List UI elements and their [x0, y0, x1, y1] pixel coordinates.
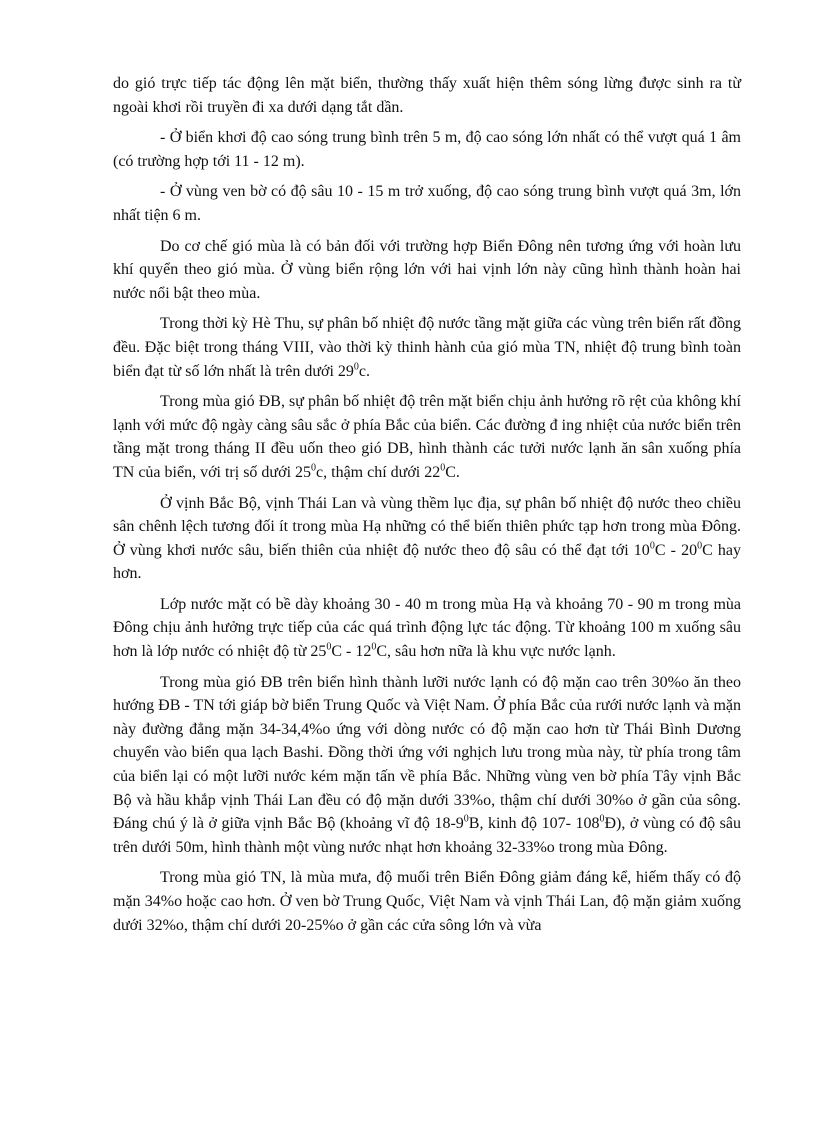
paragraph-coastal-waves: - Ở vùng ven bờ có độ sâu 10 - 15 m trở xuống, độ cao sóng trung bình vượt quá 3m, lớn nhất tiện 6 m.	[113, 183, 741, 224]
paragraph-ne-monsoon-temperature: Trong mùa gió ĐB, sự phân bố nhiệt độ trên mặt biển chịu ảnh hưởng rõ rệt của không khí lạnh với mức độ ngày càng sâu sắc ở phía Bắc của biển. Các đường đ ing nhiệt của nước biển trên tầng mặt trong tháng II đều uốn theo gió DB, hình thành các tưởi nước lạnh ăn sân xuống phía TN của biển, với trị số dưới $25^0c$, thậm chí dưới $22^0C$.	[113, 393, 741, 481]
paragraph-gulf-depth-temperature: Ở vịnh Bắc Bộ, vịnh Thái Lan và vùng thềm lục địa, sự phân bố nhiệt độ nước theo chiều sân chênh lệch tương đối ít trong mùa Hạ những có thể biến thiên phức tạp hơn trong mùa Đông. Ở vùng khơi nước sâu, biến thiên của nhiệt độ nước theo độ sâu có thể đạt tới $10^0C - 20^0C$ hay hơn.	[113, 494, 742, 583]
document-page	[113, 72, 741, 944]
paragraph-wave-intro: do gió trực tiếp tác động lên mặt biển, thường thấy xuất hiện thêm sóng lừng được sinh ra từ ngoài khơi rồi truyền đi xa dưới dạng tắt dần.	[113, 75, 741, 116]
paragraph-sw-monsoon-salinity: Trong mùa gió TN, là mùa mưa, độ muối trên Biển Đông giảm đáng kể, hiếm thấy có độ mặn 34%o hoặc cao hơn. Ở ven bờ Trung Quốc, Việt Nam và vịnh Thái Lan, độ mặn giảm xuống dưới 32%o, thậm chí dưới 20-25%o ở gần các cửa sông lớn và vừa	[113, 869, 741, 934]
paragraph-ne-monsoon-salinity: Trong mùa gió ĐB trên biển hình thành lưỡi nước lạnh có độ mặn cao trên 30%o ăn theo hướng ĐB - TN tới giáp bờ biển Trung Quốc và Việt Nam. Ở phía Bắc của rưới nước lạnh và mặn này đường đẳng mặn 34-34,4%o ứng với dòng nước có độ mặn cao hơn từ Thái Bình Dương chuyển vào biển qua lạch Bashi. Đồng thời ứng với nghịch lưu trong mùa này, từ phía trong tâm của biển lại có một lưỡi nước kém mặn tấn về phía Bắc. Những vùng ven bờ phía Tây vịnh Bắc Bộ và hầu khắp vịnh Thái Lan đều có độ mặn dưới 33%o, thậm chí dưới 30%o ở gần của sông. Đáng chú ý là ở giữa vịnh Bắc Bộ (khoảng vĩ độ $18-9^0B$, kinh độ 107- $108^0Đ$), ở vùng có độ sâu trên dưới 50m, hình thành một vùng nước nhạt hơn khoảng 32-33%o trong mùa Đông.	[113, 673, 741, 856]
paragraph-monsoon-circulation: Do cơ chế gió mùa là có bản đối với trường hợp Biển Đông nên tương ứng với hoàn lưu khí quyển theo gió mùa. Ở vùng biển rộng lớn với hai vịnh lớn này cũng hình thành hoàn hai nước nổi bật theo mùa.	[113, 237, 741, 302]
paragraph-summer-temperature: Trong thời kỳ Hè Thu, sự phân bố nhiệt độ nước tầng mặt giữa các vùng trên biển rất đồng đều. Đặc biệt trong tháng VIII, vào thời kỳ thinh hành của gió mùa TN, nhiệt độ trung bình toàn biển đạt từ số lớn nhất là trên dưới $29^0c$.	[113, 315, 741, 380]
paragraph-surface-layer: Lớp nước mặt có bề dày khoảng 30 - 40 m trong mùa Hạ và khoảng 70 - 90 m trong mùa Đông chịu ảnh hưởng trực tiếp của các quá trình động lực tác động. Từ khoảng 100 m xuống sâu hơn là lớp nước có nhiệt độ từ $25^0C - 12^0C$, sâu hơn nữa là khu vực nước lạnh.	[113, 595, 741, 661]
paragraph-open-sea-waves: - Ở biển khơi độ cao sóng trung bình trên 5 m, độ cao sóng lớn nhất có thể vượt quá 1 âm (có trường hợp tới 11 - 12 m).	[113, 129, 741, 170]
